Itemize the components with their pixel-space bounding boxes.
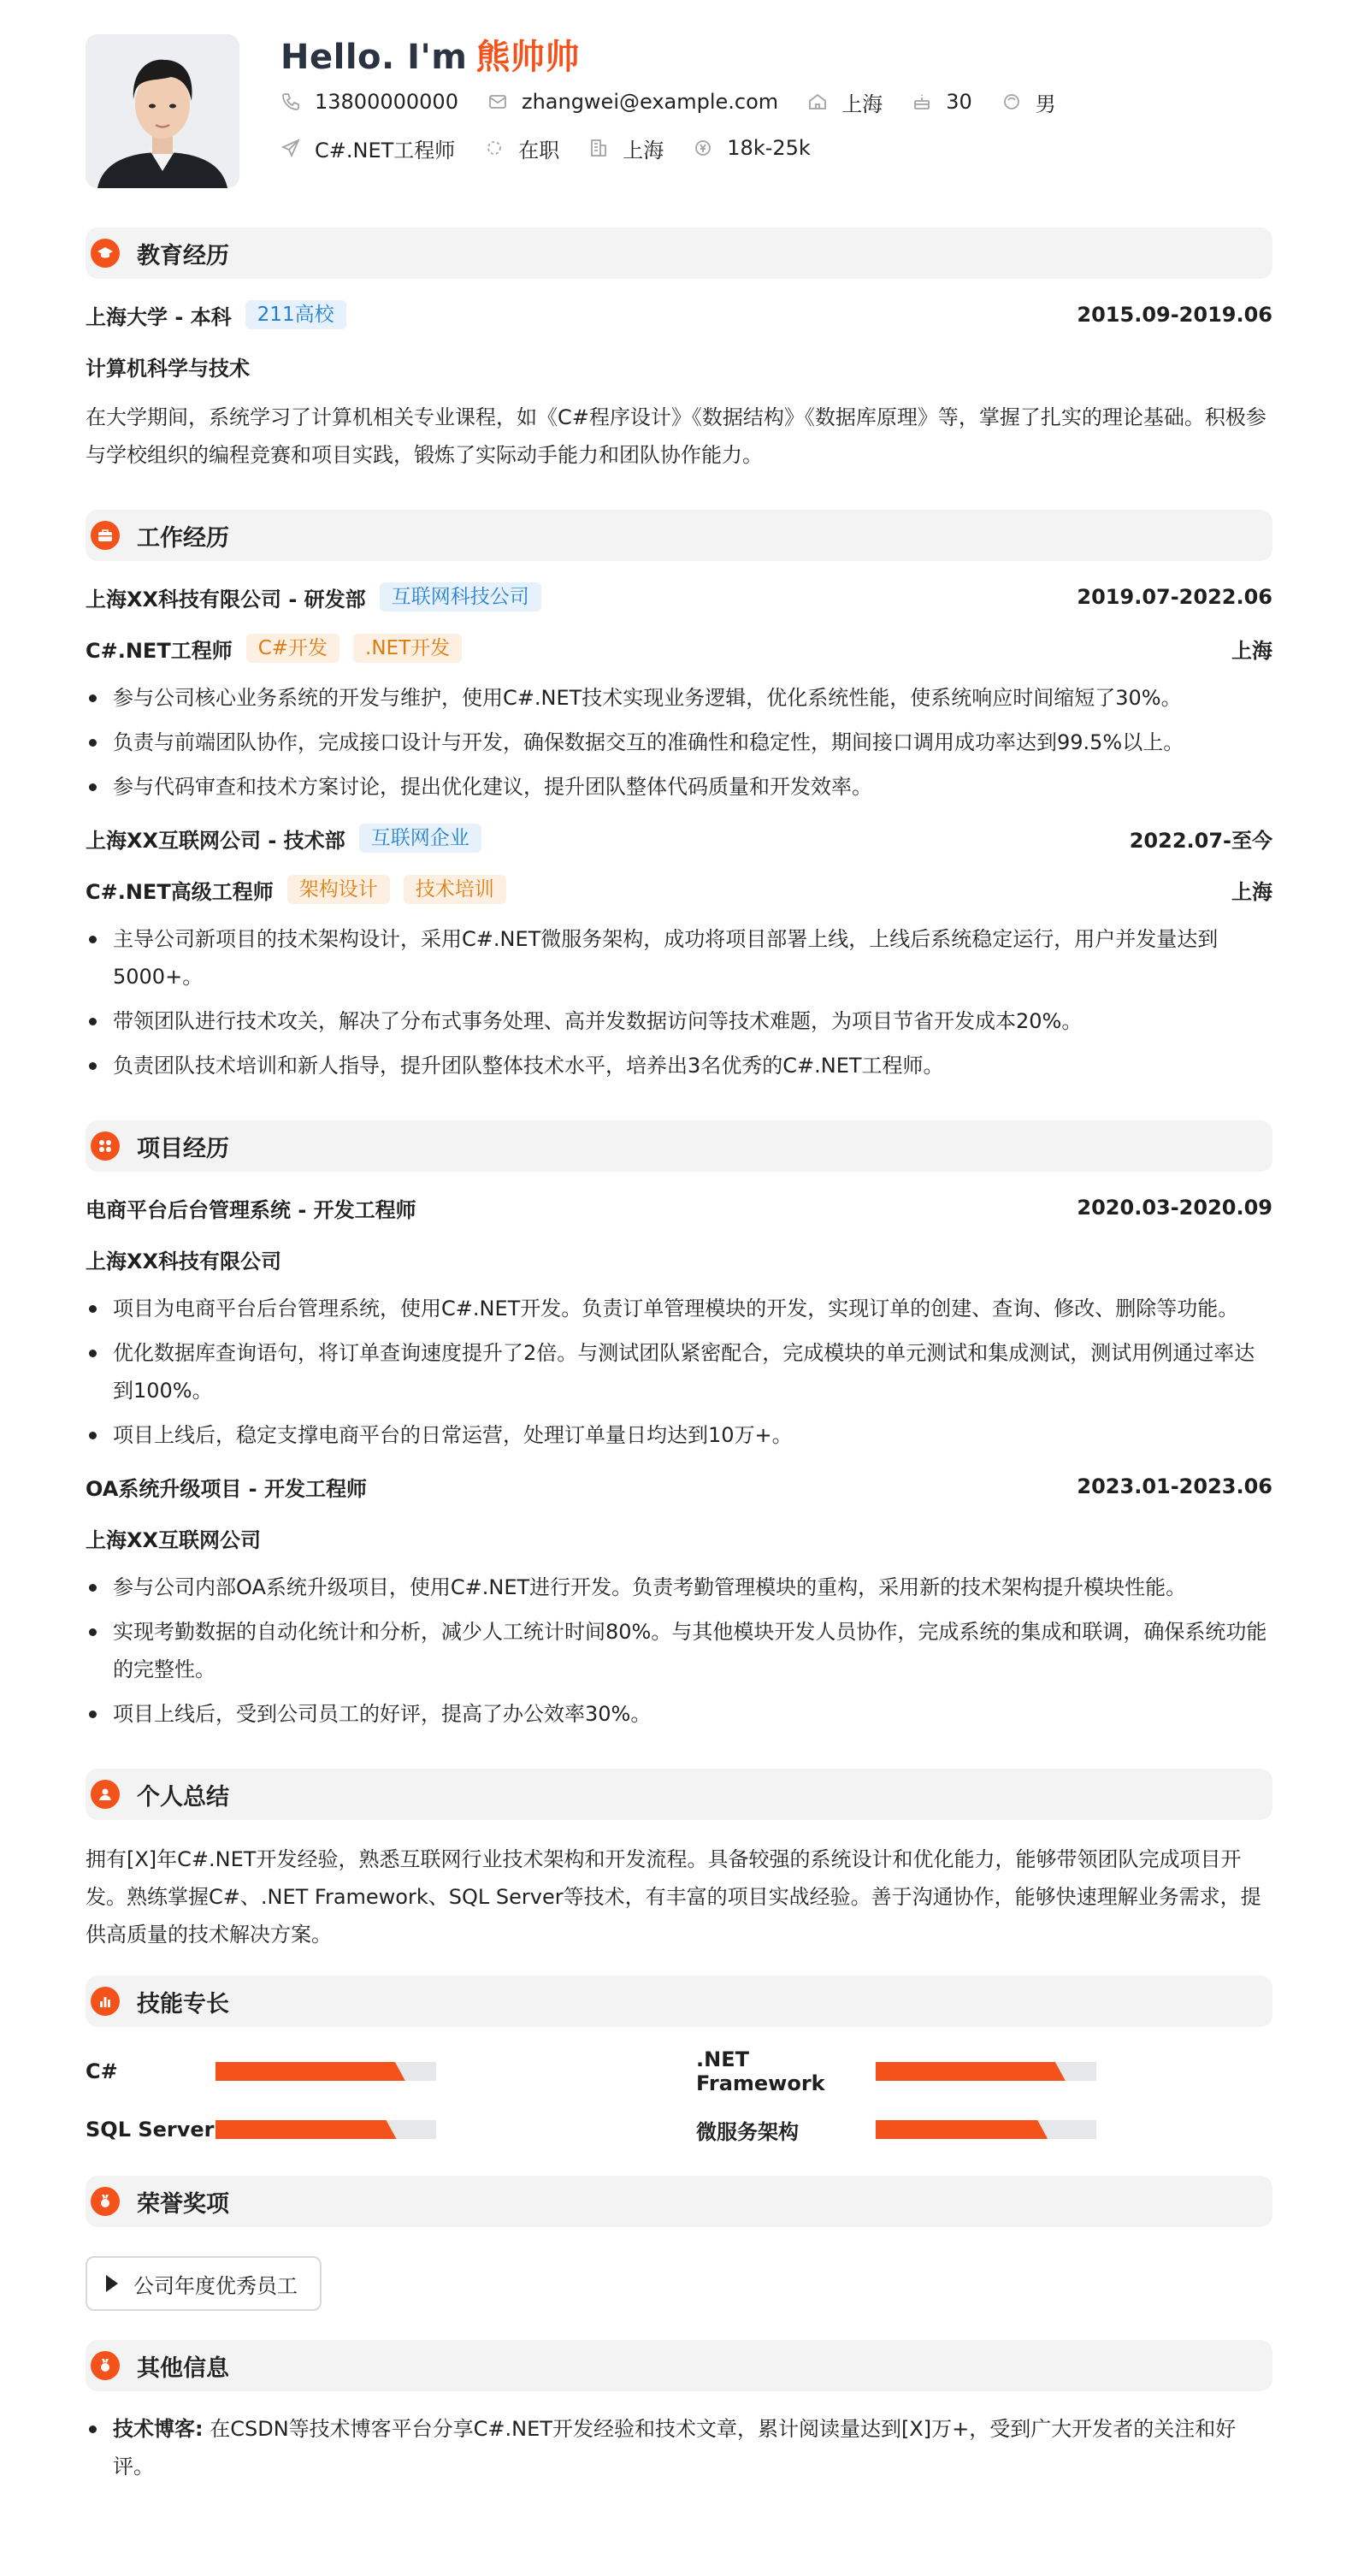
profile-header — [86, 34, 1272, 197]
work-company-row — [86, 812, 1272, 864]
work-skill-tag: C#开发 — [246, 634, 340, 663]
gender-value: 男 — [1035, 92, 1056, 116]
project-company-row — [86, 1512, 1272, 1563]
target-city-value: 上海 — [623, 138, 664, 162]
award-item[interactable] — [86, 2256, 322, 2311]
greeting-text: Hello. I'm — [280, 38, 468, 77]
education-school-row — [86, 289, 1272, 340]
play-icon — [106, 2275, 118, 2292]
skill-bar — [216, 2120, 436, 2139]
project-company-row — [86, 1233, 1272, 1285]
project-date: 2023.01-2023.06 — [1077, 1474, 1272, 1498]
work-skill-tag: 技术培训 — [404, 875, 506, 904]
work-city: 上海 — [1231, 638, 1272, 663]
email-item — [487, 90, 778, 114]
work-position: C#.NET工程师 — [86, 638, 233, 663]
work-company-row — [86, 571, 1272, 623]
work-heading — [86, 510, 1272, 561]
work-skill-tag: 架构设计 — [287, 875, 390, 904]
job-item — [280, 133, 455, 163]
other-title: 其他信息 — [137, 2354, 229, 2382]
awards-title: 荣誉奖项 — [137, 2190, 229, 2218]
phone-icon — [280, 92, 301, 112]
project-name-row — [86, 1461, 1272, 1512]
project-bullets — [86, 1569, 1272, 1733]
job-row — [280, 125, 1085, 171]
work-company-tag: 互联网科技公司 — [380, 582, 541, 612]
project-entry-1 — [86, 1182, 1272, 1454]
list-item: 优化数据库查询语句，将订单查询速度提升了2倍。与测试团队紧密配合，完成模块的单元测试和集成测试，测试用例通过率达到100%。 — [86, 1334, 1272, 1409]
awards-heading — [86, 2176, 1272, 2227]
project-date: 2020.03-2020.09 — [1077, 1196, 1272, 1220]
work-company: 上海XX互联网公司 - 技术部 — [86, 828, 345, 853]
status-value: 在职 — [518, 138, 560, 162]
work-entry-2 — [86, 812, 1272, 1084]
medal-icon — [91, 2187, 120, 2216]
skills-heading — [86, 1976, 1272, 2027]
summary-text: 拥有[X]年C#.NET开发经验，熟悉互联网行业技术架构和开发流程。具备较强的系统设计和优化能力，能够带领团队完成项目开发。熟练掌握C#、.NET Framework、SQL Server等技术，有丰富的项目实战经验。善于沟通协作，能够快速理解业务需求，提供高质量的技术解决方案。 — [86, 1847, 1261, 1947]
medal-icon — [91, 2351, 120, 2380]
list-item: 负责团队技术培训和新人指导，提升团队整体技术水平，培养出3名优秀的C#.NET工程师。 — [86, 1047, 1272, 1084]
age-value: 30 — [946, 90, 972, 114]
projects-title: 项目经历 — [137, 1135, 229, 1162]
project-name: OA系统升级项目 - 开发工程师 — [86, 1476, 368, 1501]
summary-heading — [86, 1769, 1272, 1820]
work-position-row — [86, 864, 1272, 915]
salary-item — [693, 136, 811, 160]
education-entry — [86, 289, 1272, 474]
send-icon — [280, 138, 301, 158]
candidate-name: 熊帅帅 — [475, 38, 580, 77]
list-item — [86, 2410, 1272, 2485]
skill-item — [696, 2042, 1307, 2100]
skill-name: 微服务架构 — [696, 2119, 799, 2144]
list-item: 参与公司内部OA系统升级项目，使用C#.NET进行开发。负责考勤管理模块的重构，采用新的技术架构提升模块性能。 — [86, 1569, 1272, 1606]
work-title: 工作经历 — [137, 524, 229, 552]
education-tag: 211高校 — [245, 300, 346, 329]
skill-fill — [876, 2120, 1048, 2139]
education-title: 教育经历 — [137, 242, 229, 269]
list-item: 项目上线后，稳定支撑电商平台的日常运营，处理订单量日均达到10万+。 — [86, 1416, 1272, 1454]
skill-fill — [216, 2062, 405, 2081]
city-value: 上海 — [841, 92, 883, 116]
work-bullets — [86, 920, 1272, 1084]
list-item: 主导公司新项目的技术架构设计，采用C#.NET微服务架构，成功将项目部署上线，上线后系统稳定运行，用户并发量达到5000+。 — [86, 920, 1272, 996]
list-item: 项目上线后，受到公司员工的好评，提高了办公效率30%。 — [86, 1695, 1272, 1733]
skill-bar — [876, 2062, 1096, 2081]
education-major: 计算机科学与技术 — [86, 356, 250, 381]
work-company: 上海XX科技有限公司 - 研发部 — [86, 587, 366, 612]
job-value: C#.NET工程师 — [315, 138, 456, 162]
phone-item — [280, 90, 458, 114]
list-item: 实现考勤数据的自动化统计和分析，减少人工统计时间80%。与其他模块开发人员协作，完成系统的集成和联调，确保系统功能的完整性。 — [86, 1613, 1272, 1688]
skill-bar — [216, 2062, 436, 2081]
work-position: C#.NET高级工程师 — [86, 879, 274, 904]
contact-row — [280, 79, 1085, 125]
work-bullets — [86, 679, 1272, 806]
briefcase-icon — [91, 521, 120, 550]
education-date: 2015.09-2019.06 — [1077, 303, 1272, 327]
work-date: 2022.07-至今 — [1129, 828, 1272, 853]
list-item: 负责与前端团队协作，完成接口设计与开发，确保数据交互的准确性和稳定性，期间接口调用成功率达到99.5%以上。 — [86, 724, 1272, 761]
project-bullets — [86, 1290, 1272, 1454]
skill-item — [86, 2042, 696, 2100]
other-list — [86, 2410, 1272, 2485]
other-label: 技术博客: — [113, 2417, 204, 2441]
cake-icon — [912, 92, 932, 112]
work-skill-tag: .NET开发 — [353, 634, 462, 663]
skill-name: .NET Framework — [696, 2047, 825, 2095]
bar-chart-icon — [91, 1987, 120, 2016]
list-item: 参与代码审查和技术方案讨论，提出优化建议，提升团队整体代码质量和开发效率。 — [86, 768, 1272, 806]
age-item — [912, 90, 972, 114]
mail-icon — [487, 92, 508, 112]
grid-icon — [91, 1131, 120, 1161]
salary-value: 18k-25k — [727, 136, 811, 160]
greeting-title — [280, 36, 1085, 79]
money-icon — [693, 138, 713, 158]
education-desc: 在大学期间，系统学习了计算机相关专业课程，如《C#程序设计》《数据结构》《数据库原理》等，掌握了扎实的理论基础。积极参与学校组织的编程竞赛和项目实践，锻炼了实际动手能力和团队协作能力。 — [86, 405, 1266, 467]
skill-fill — [876, 2062, 1066, 2081]
building-icon — [588, 138, 609, 158]
projects-heading — [86, 1120, 1272, 1172]
gender-item — [1001, 87, 1056, 117]
education-school: 上海大学 - 本科 — [86, 304, 232, 329]
email-value: zhangwei@example.com — [521, 90, 779, 114]
education-major-row — [86, 340, 1272, 392]
project-name-row — [86, 1182, 1272, 1233]
avatar — [86, 34, 239, 188]
phone-value: 13800000000 — [315, 90, 458, 114]
skills-grid — [86, 2042, 1272, 2159]
other-heading — [86, 2340, 1272, 2391]
list-item: 项目为电商平台后台管理系统，使用C#.NET开发。负责订单管理模块的开发，实现订单的创建、查询、修改、删除等功能。 — [86, 1290, 1272, 1327]
skill-name: SQL Server — [86, 2118, 215, 2142]
user-icon — [91, 1780, 120, 1809]
education-heading — [86, 227, 1272, 279]
work-entry-1 — [86, 571, 1272, 806]
target-city-item — [588, 133, 664, 163]
skill-item — [696, 2100, 1307, 2159]
home-icon — [807, 92, 828, 112]
skill-name: C# — [86, 2059, 118, 2083]
loading-icon — [484, 138, 505, 158]
skill-bar — [876, 2120, 1096, 2139]
project-name: 电商平台后台管理系统 - 开发工程师 — [86, 1197, 416, 1222]
skill-fill — [216, 2120, 397, 2139]
graduation-icon — [91, 239, 120, 268]
other-text: 在CSDN等技术博客平台分享C#.NET开发经验和技术文章，累计阅读量达到[X]万+，受到广大开发者的关注和好评。 — [113, 2417, 1237, 2479]
skills-title: 技能专长 — [137, 1990, 229, 2018]
award-label: 公司年度优秀员工 — [133, 2273, 298, 2298]
gender-icon — [1001, 92, 1022, 112]
work-position-row — [86, 623, 1272, 674]
work-city: 上海 — [1231, 879, 1272, 904]
work-date: 2019.07-2022.06 — [1077, 585, 1272, 609]
awards-list — [86, 2256, 1272, 2311]
list-item: 参与公司核心业务系统的开发与维护，使用C#.NET技术实现业务逻辑，优化系统性能，使系统响应时间缩短了30%。 — [86, 679, 1272, 717]
skill-item — [86, 2100, 696, 2159]
work-company-tag: 互联网企业 — [359, 824, 481, 853]
summary-title: 个人总结 — [137, 1783, 229, 1811]
project-entry-2 — [86, 1461, 1272, 1733]
status-item — [484, 133, 559, 163]
project-company: 上海XX科技有限公司 — [86, 1249, 282, 1273]
project-company: 上海XX互联网公司 — [86, 1527, 262, 1552]
city-item — [807, 87, 883, 117]
list-item: 带领团队进行技术攻关，解决了分布式事务处理、高并发数据访问等技术难题，为项目节省开发成本20%。 — [86, 1002, 1272, 1040]
